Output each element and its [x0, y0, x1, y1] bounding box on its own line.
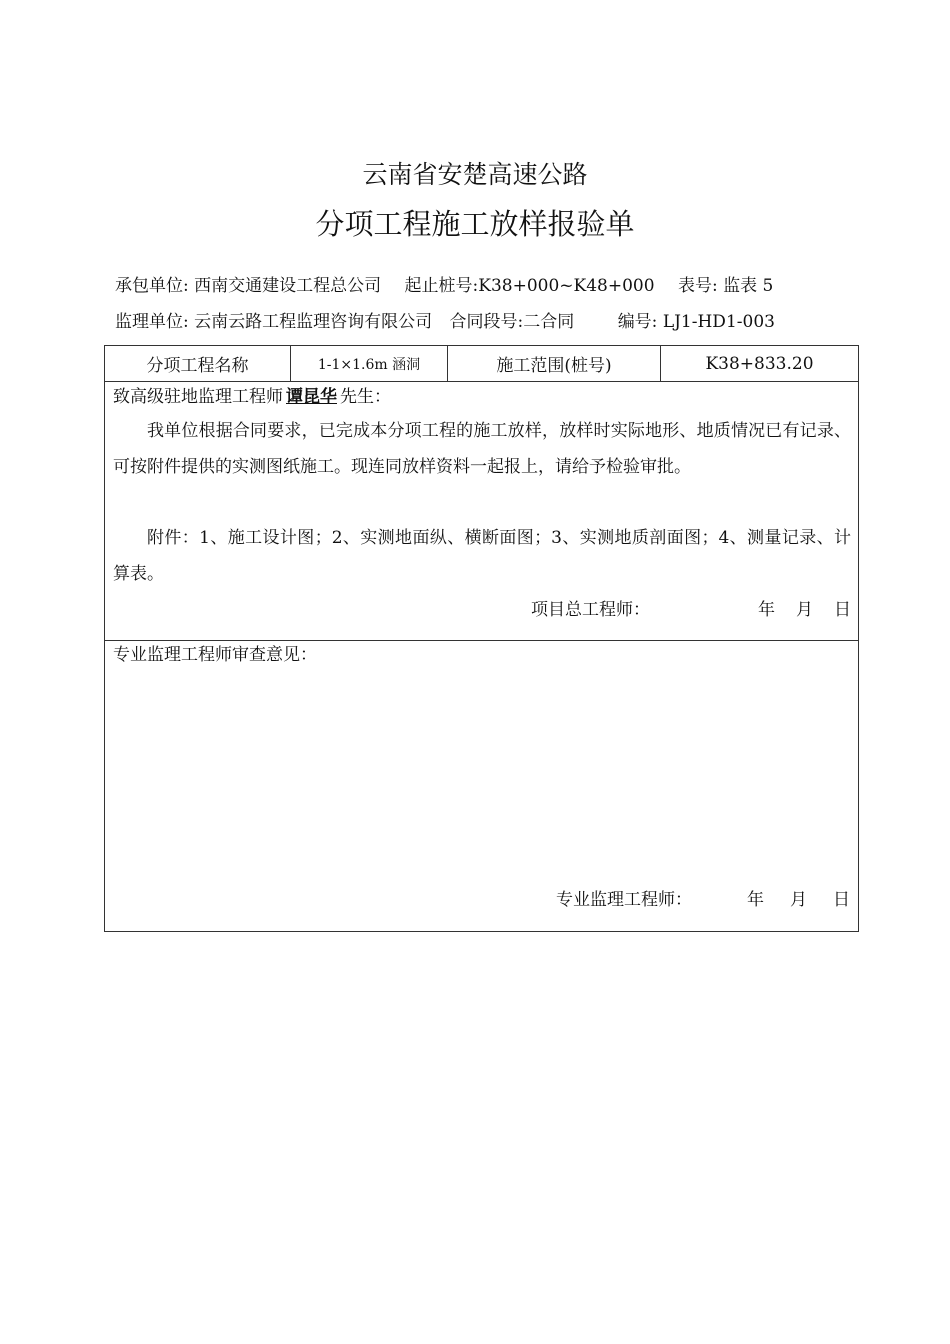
item-name-label: 分项工程名称 — [105, 346, 291, 381]
chief-engineer-signature-label: 项目总工程师： — [531, 600, 650, 620]
inspection-form-table — [104, 345, 859, 932]
sign-year-label: 年 — [758, 600, 775, 620]
serial-number-field: 编号: LJ1-HD1-003 — [617, 312, 775, 332]
attachments-text: 附件：1、施工设计图；2、实测地面纵、横断面图；3、实测地质剖面图；4、测量记录、计算表。 — [113, 528, 851, 584]
supervisor-field: 监理单位: 云南云路工程监理咨询有限公司 — [115, 312, 433, 332]
station-range-field: 起止桩号:K38+000~K48+000 — [404, 276, 655, 296]
range-label: 施工范围(桩号) — [448, 346, 661, 381]
review-year-label: 年 — [747, 890, 764, 910]
contractor-field: 承包单位: 西南交通建设工程总公司 — [115, 276, 382, 296]
review-month-label: 月 — [790, 890, 807, 910]
form-title: 分项工程施工放样报验单 — [315, 207, 635, 241]
supervisor-review-section — [105, 641, 858, 931]
contractor-request-section — [105, 382, 858, 641]
item-name-value: 1-1×1.6m 涵洞 — [291, 346, 448, 381]
request-body: 我单位根据合同要求，已完成本分项工程的施工放样，放样时实际地形、地质情况已有记录、可按附件提供的实测图纸施工。现连同放样资料一起报上，请给予检验审批。 — [113, 421, 851, 477]
table-header-row — [105, 346, 858, 382]
engineer-name: 谭昆华 — [286, 387, 337, 407]
info-line-1 — [115, 274, 773, 298]
greeting-suffix: 先生： — [340, 387, 391, 407]
sign-month-label: 月 — [796, 600, 813, 620]
sign-day-label: 日 — [834, 600, 851, 620]
info-line-2 — [115, 310, 775, 334]
contract-section-field: 合同段号:二合同 — [449, 312, 575, 332]
range-value: K38+833.20 — [705, 353, 814, 374]
form-number-field: 表号: 监表 5 — [677, 276, 774, 296]
greeting-line — [113, 385, 391, 409]
supervisor-signature-label: 专业监理工程师： — [556, 890, 692, 910]
review-day-label: 日 — [833, 890, 850, 910]
review-opinion-title: 专业监理工程师审查意见： — [113, 645, 317, 665]
document-title: 云南省安楚高速公路 — [362, 160, 588, 189]
greeting-prefix: 致高级驻地监理工程师 — [113, 387, 283, 407]
